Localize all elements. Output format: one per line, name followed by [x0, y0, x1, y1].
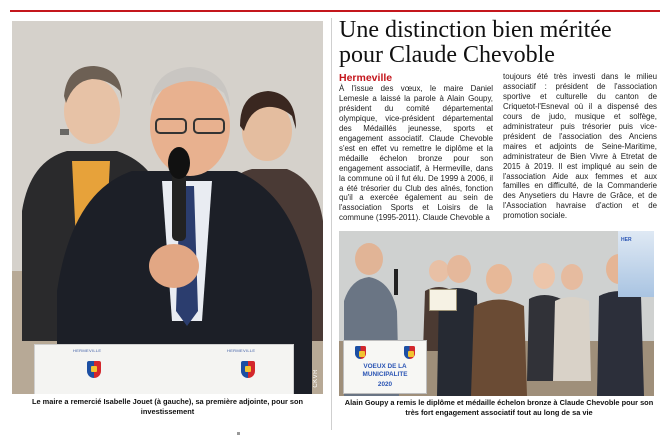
top-rule: [10, 10, 660, 12]
caption-left: Le maire a remercié Isabelle Jouet (à gauche), sa première adjointe, pour son investissement: [31, 397, 304, 416]
coat-of-arms-icon: [404, 346, 415, 359]
podium-label-left: HERMEVILLE: [73, 348, 102, 353]
event-banner: [618, 231, 654, 297]
caption-right: Alain Goupy a remis le diplôme et médaille échelon bronze à Claude Chevoble pour son très fort engagement associatif tout au long de sa vie: [344, 398, 654, 417]
photo-mayor-speech: [12, 21, 323, 394]
banner-text: HER: [621, 237, 632, 243]
column-divider: [331, 18, 332, 430]
voeux-sign-text: VOEUX DE LA MUNICIPALITE: [362, 363, 408, 378]
voeux-sign-year: 2020: [377, 381, 393, 388]
podium-label-right: HERMEVILLE: [227, 348, 256, 353]
podium-sign: [34, 344, 294, 394]
article-headline: Une distinction bien méritée pour Claude Chevoble: [339, 17, 612, 68]
article-column-1: À l'issue des vœux, le maire Daniel Lemesle a laissé la parole à Alain Goupy, président du comité départemental olympique, vice-président départemental des Médaillés jeunesse, sports et engagement associatif. Claude Chevoble s'est en effet vu remettre le diplôme et la médaille échelon bronze pour son engagement associatif, à Hermeville, dans la commune où il fut élu. De 1999 à 2006, il a été trésorier du Club des aînés, fonction qu'il a exercée également au sein de l'association Sports et Loisirs de la commune (1995-2011). Claude Chevoble a: [339, 84, 493, 223]
photo-illustration: [12, 21, 323, 394]
diploma: [429, 289, 457, 311]
photo-credit: CKVR: [313, 369, 319, 388]
page-mark: [237, 432, 240, 435]
coat-of-arms-icon: [241, 361, 255, 378]
coat-of-arms-icon: [355, 346, 366, 359]
dateline: Hermeville: [339, 72, 393, 84]
article-column-2: toujours été très investi dans le milieu associatif : président de l'association sportive et culturelle du canton de Criquetot-l'Esneval où il a dispensé des cours de judo, musique et solfège, administrateur puis trésorier puis vice-président de l'association des Anciens maires et adjoints de Seine-Maritime, administrateur de Bien Vivre à Etretat de 2015 à 2019. Il est impliqué au sein de l'association Aide aux femmes et aux familles en difficulté, de la Commanderie des Anysetiers du Havre de Grâce, et de l'Association havraise d'action et de promotion sociale.: [503, 72, 657, 221]
voeux-sign: [343, 340, 427, 394]
coat-of-arms-icon: [87, 361, 101, 378]
